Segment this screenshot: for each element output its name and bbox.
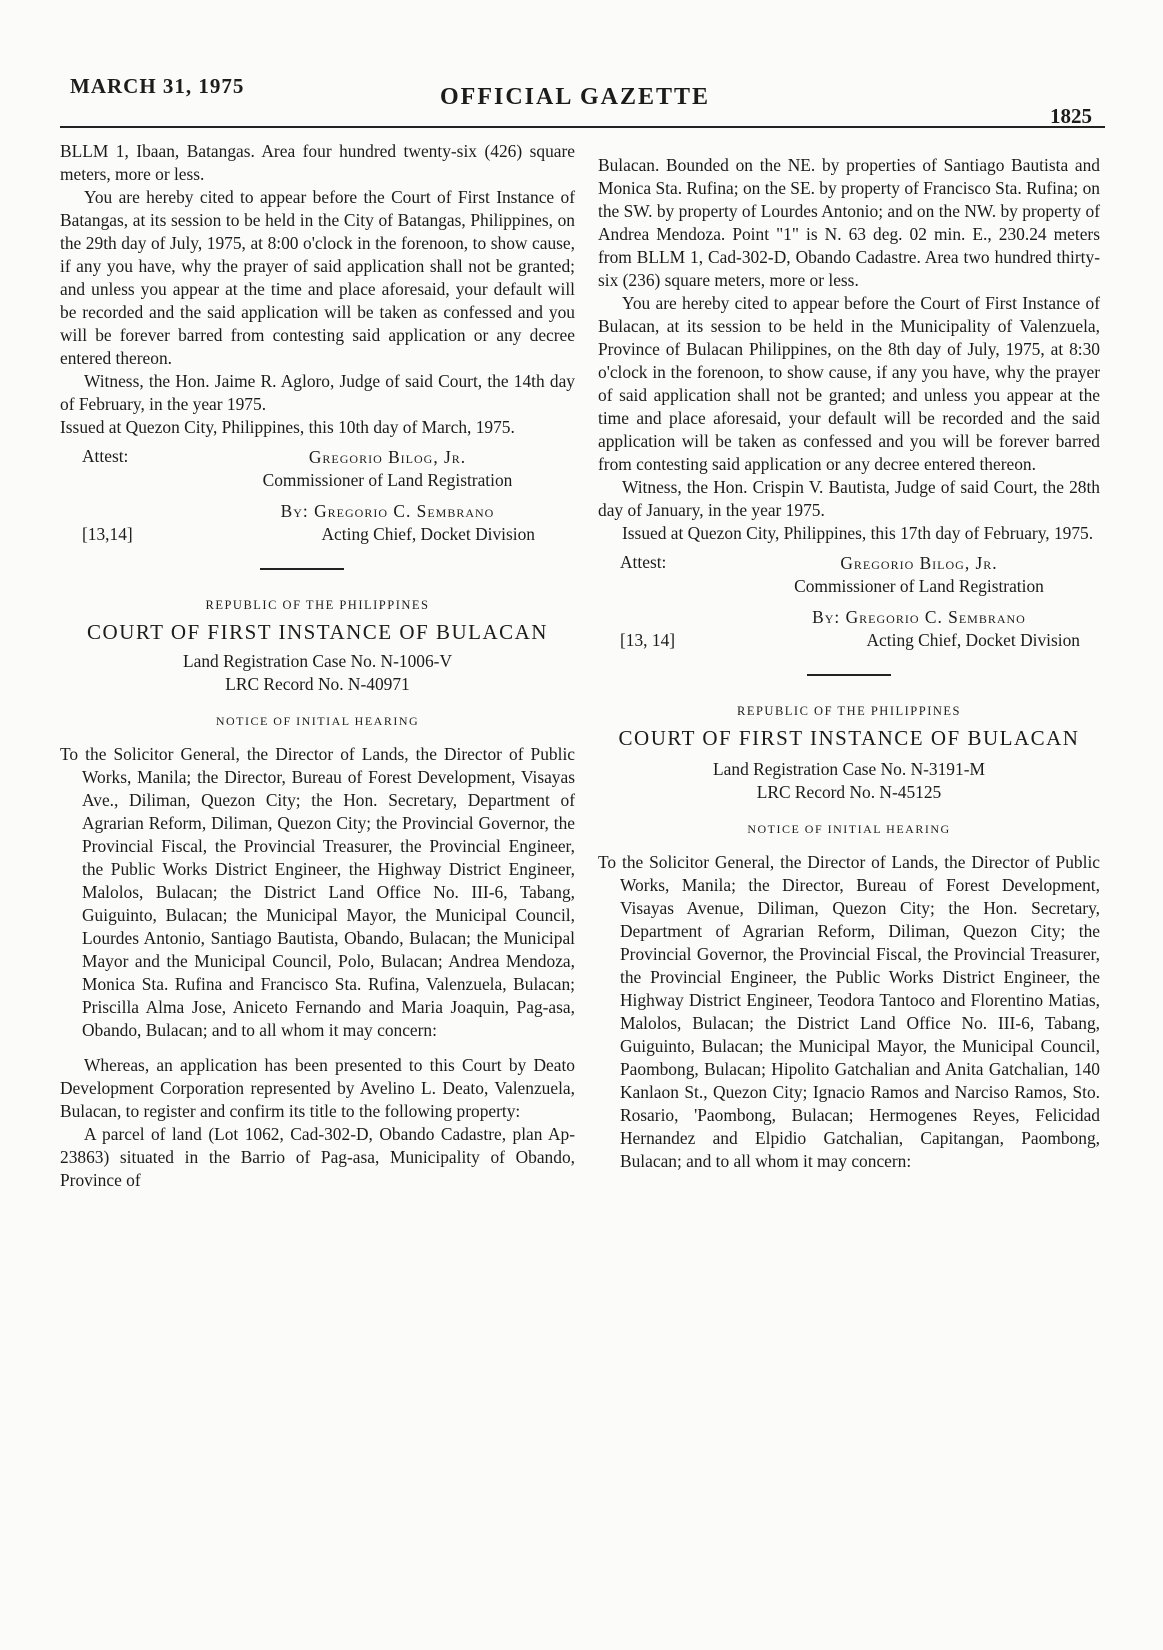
left-court-heading: COURT OF FIRST INSTANCE OF BULACAN bbox=[87, 620, 548, 644]
right-separator bbox=[807, 674, 891, 676]
right-by-name: By: Gregorio C. Sembrano bbox=[812, 607, 1026, 627]
right-signatory-name: Gregorio Bilog, Jr. bbox=[840, 553, 998, 573]
right-attest-label: Attest: bbox=[620, 552, 667, 572]
left-republic-heading: REPUBLIC OF THE PHILIPPINES bbox=[205, 598, 430, 612]
left-paragraph-citation: You are hereby cited to appear before the Court of First Instance of Batangas, at its session to be held in the City of Batangas, Philippines, on the 29th day of July, 1975, at 8:00 o'clock in the forenoon, to show cause, if any you have, why the prayer of said application shall not be granted; and unless you appear at the time and place aforesaid, your default will be recorded and the said application will be taken as confessed and you will be forever barred from contesting said application or any decree entered thereon. bbox=[60, 187, 575, 368]
right-republic-heading: REPUBLIC OF THE PHILIPPINES bbox=[737, 704, 961, 718]
right-paragraph-bounds: Bulacan. Bounded on the NE. by properties of Santiago Bautista and Monica Sta. Rufina; on the SE. by property of Francisco Sta. Rufina; on the SW. by property of Lourdes Antonio; and on the NW. by property of Andrea Mendoza. Point "1" is N. 63 deg. 02 min. E., 230.24 meters from BLLM 1, Cad-302-D, Obando Cadastre. Area two hundred thirty-six (236) square meters, more or less. bbox=[598, 155, 1100, 290]
header-rule bbox=[60, 126, 1105, 128]
header-date: MARCH 31, 1975 bbox=[70, 74, 245, 98]
right-paragraph-witness: Witness, the Hon. Crispin V. Bautista, Judge of said Court, the 28th day of January, in the year 1975. bbox=[598, 477, 1100, 520]
right-notice-title: NOTICE OF INITIAL HEARING bbox=[747, 822, 951, 836]
left-paragraph-area: BLLM 1, Ibaan, Batangas. Area four hundred twenty-six (426) square meters, more or less. bbox=[60, 141, 575, 184]
right-sign-row bbox=[598, 629, 1100, 652]
left-by-name: By: Gregorio C. Sembrano bbox=[280, 501, 495, 521]
left-attest-label: Attest: bbox=[82, 446, 129, 466]
right-paragraph-issued: Issued at Quezon City, Philippines, this 17th day of February, 1975. bbox=[622, 523, 1094, 543]
right-paragraph-citation: You are hereby cited to appear before the Court of First Instance of Bulacan, at its session to be held in the Municipality of Valenzuela, Province of Bulacan Philippines, on the 8th day of July, 1975, at 8:30 o'clock in the forenoon, to show cause, if any you have, why the prayer of said application shall not be granted; and unless you appear at the time and place aforesaid, your default will be recorded and the said application will be taken as confessed and you will be forever barred from contesting said application or any decree entered thereon. bbox=[598, 293, 1100, 474]
left-signatory-title: Commissioner of Land Registration bbox=[262, 470, 513, 490]
right-signature-block bbox=[738, 552, 1100, 629]
left-addressees: To the Solicitor General, the Director of Lands, the Director of Public Works, Manila; the Director, Bureau of Forest Development, Visayas Ave., Diliman, Quezon City; the Hon. Secretary, Department of Agrarian Reform, Diliman, Quezon City; the Provincial Governor, the Provincial Fiscal, the Provincial Treasurer, the Provincial Engineer, the Public Works District Engineer, the Highway District Engineer, Malolos, Bulacan; the District Land Office No. III-6, Tabang, Guiguinto, Bulacan; the Municipal Mayor, the Municipal Council, Lourdes Antonio, Santiago Bautista, Obando, Bulacan; the Municipal Mayor and the Municipal Council, Polo, Bulacan; Andrea Mendoza, Monica Sta. Rufina and Francisco Sta. Rufina, Valenzuela, Bulacan; Priscilla Alma Jose, Aniceto Fernando and Maria Joaquin, Pag-asa, Obando, Bulacan; and to all whom it may concern: bbox=[60, 744, 575, 1040]
right-column bbox=[598, 154, 1100, 1173]
right-addressees: To the Solicitor General, the Director of Lands, the Director of Public Works, Manila; the Director, Bureau of Forest Development, Visayas Avenue, Diliman, Quezon City; the Hon. Secretary, Department of Agrarian Reform, Diliman, Quezon City; the Provincial Governor, the Provincial Fiscal, the Provincial Treasurer, the Provincial Engineer, the Public Works District Engineer, the Highway District Engineer, Teodora Tantoco and Florentino Matias, Malolos, Bulacan; the District Land Office No. III-6, Tabang, Guiguinto, Bulacan; the Municipal Mayor, the Municipal Council, Paombong, Bulacan; Hipolito Gatchalian and Anita Gatchalian, 140 Kanlaon St., Quezon City; Ignacio Ramos and Narciso Ramos, Sto. Rosario, 'Paombong, Bulacan; Hermogenes Reyes, Felicidad Hernandez and Elpidio Gatchalian, Capitangan, Paombong, Bulacan; and to all whom it may concern: bbox=[598, 852, 1100, 1171]
left-paragraph-whereas: Whereas, an application has been presented to this Court by Deato Development Corporation represented by Avelino L. Deato, Valenzuela, Bulacan, to register and confirm its title to the following property: bbox=[60, 1055, 575, 1121]
left-paragraph-issued: Issued at Quezon City, Philippines, this 10th day of March, 1975. bbox=[60, 417, 515, 437]
left-by-title: Acting Chief, Docket Division bbox=[321, 524, 535, 544]
left-signature-block bbox=[200, 446, 575, 523]
left-lrc-record: LRC Record No. N-40971 bbox=[225, 674, 410, 694]
left-ref-tag: [13,14] bbox=[82, 524, 133, 544]
right-by-title: Acting Chief, Docket Division bbox=[866, 630, 1080, 650]
left-notice-title: NOTICE OF INITIAL HEARING bbox=[215, 714, 420, 728]
right-ref-tag: [13, 14] bbox=[620, 630, 676, 650]
left-separator bbox=[260, 568, 344, 570]
header-publication: OFFICIAL GAZETTE bbox=[440, 84, 711, 110]
left-column bbox=[60, 140, 575, 1192]
page-number: 1825 bbox=[1050, 104, 1092, 128]
left-paragraph-parcel: A parcel of land (Lot 1062, Cad-302-D, Obando Cadastre, plan Ap-23863) situated in the Barrio of Pag-asa, Municipality of Obando, Province of bbox=[60, 1124, 575, 1190]
left-sign-row bbox=[60, 523, 575, 546]
right-court-heading: COURT OF FIRST INSTANCE OF BULACAN bbox=[618, 726, 1080, 750]
left-signatory-name: Gregorio Bilog, Jr. bbox=[308, 447, 467, 467]
right-case-number: Land Registration Case No. N-3191-M bbox=[713, 759, 985, 779]
right-signatory-title: Commissioner of Land Registration bbox=[794, 576, 1044, 596]
left-paragraph-witness: Witness, the Hon. Jaime R. Agloro, Judge of said Court, the 14th day of February, in the year 1975. bbox=[60, 371, 575, 414]
left-case-number: Land Registration Case No. N-1006-V bbox=[182, 651, 453, 671]
right-lrc-record: LRC Record No. N-45125 bbox=[756, 782, 942, 802]
